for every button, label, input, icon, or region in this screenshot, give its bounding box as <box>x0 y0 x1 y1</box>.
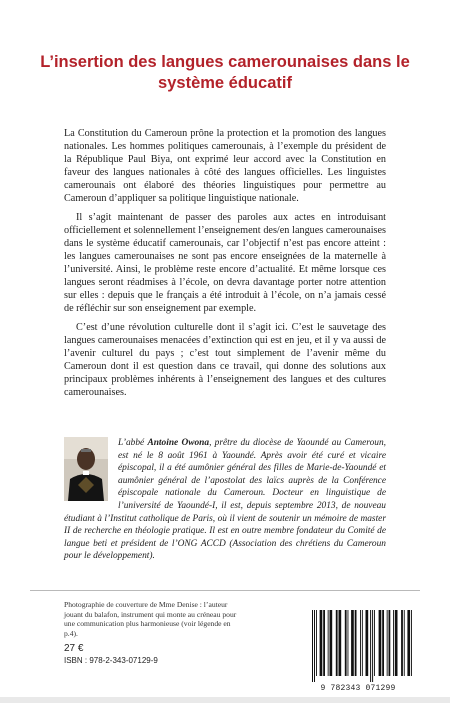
isbn: ISBN : 978-2-343-07129-9 <box>64 656 158 665</box>
author-bio-text: , prêtre du diocèse de Yaoundé au Cameroun, est né le 8 août 1961 à Yaoundé. Après avoir été curé et vicaire épiscopal, il a été aumônier général des filles de Marie-de-Yaoundé et aumônier général de l’apostolat des laïcs auprès de la Conférence épiscopale nationale du Cameroun. Docteur en linguistique de l’université de Yaoundé-I, il est, depuis septembre 2013, de nouveau étudiant à l’Institut catholique de Paris, où il vient de soutenir un mémoire de master II de recherche en théologie pratique. Il est en outre membre fondateur du Comité de langue beti et président de l’ONG ACCD (Association des chrétiens du Cameroun pour le développement). <box>64 438 386 562</box>
bottom-edge <box>0 697 450 703</box>
barcode-digits: 9 782343 071299 <box>320 684 396 693</box>
photo-spacer <box>64 437 112 501</box>
author-prefix: L’abbé <box>118 438 148 448</box>
barcode-icon <box>308 608 412 682</box>
price: 27 € <box>64 643 84 654</box>
paragraph-2: Il s’agit maintenant de passer des paroles aux actes en introduisant officiellement et solennellement l’enseignement des/en langues camerounaises dans le système éducatif camerounais, car l’objectif n’est pas encore atteint : les langues camerounaises ne sont pas encore enseignées de la maternelle à l’université. Ainsi, le problème reste encore d’actualité. Et même lorsque ces langues seront réadmises à l’école, on devra davantage porter notre attention sur elles : depuis que le français a été introduit à l’école, on n’a jamais cessé de réfléchir sur son enseignement par exemple. <box>64 212 386 314</box>
photo-credit: Photographie de couverture de Mme Denise : l’auteur jouant du balafon, instrument qui monte au créneau pour une communication plus harmonieuse (voir légende en p.4). <box>64 600 237 638</box>
book-title: L’insertion des langues camerounaises dans le système éducatif <box>40 53 410 92</box>
paragraph-3: C’est d’une révolution culturelle dont il s’agit ici. C’est le sauvetage des langues camerounaises menacées d’extinction qui est en jeu, et il y va aussi de l’avenir culturel du pays ; c’est tout simplement de l’avenir même du Cameroun dont il est question dans ce travail, qui donne des solutions aux principaux problèmes inhérents à l’enseignement des langues et des cultures camerounaises. <box>64 322 386 398</box>
author-bio <box>64 437 386 563</box>
paragraph-1: La Constitution du Cameroun prône la protection et la promotion des langues nationales. Les hommes politiques camerounais, à l’exemple du président de la République Paul Biya, ont exprimé leur accord avec la Constitution en faveur des langues nationales à côté des langues officielles. Les linguistes camerounais ont élaboré des théories linguistiques pour permettre au Cameroun d’appliquer sa politique linguistique nationale. <box>64 128 386 204</box>
back-cover-text <box>64 127 386 405</box>
author-name: Antoine Owona <box>147 438 210 448</box>
divider <box>30 590 420 591</box>
